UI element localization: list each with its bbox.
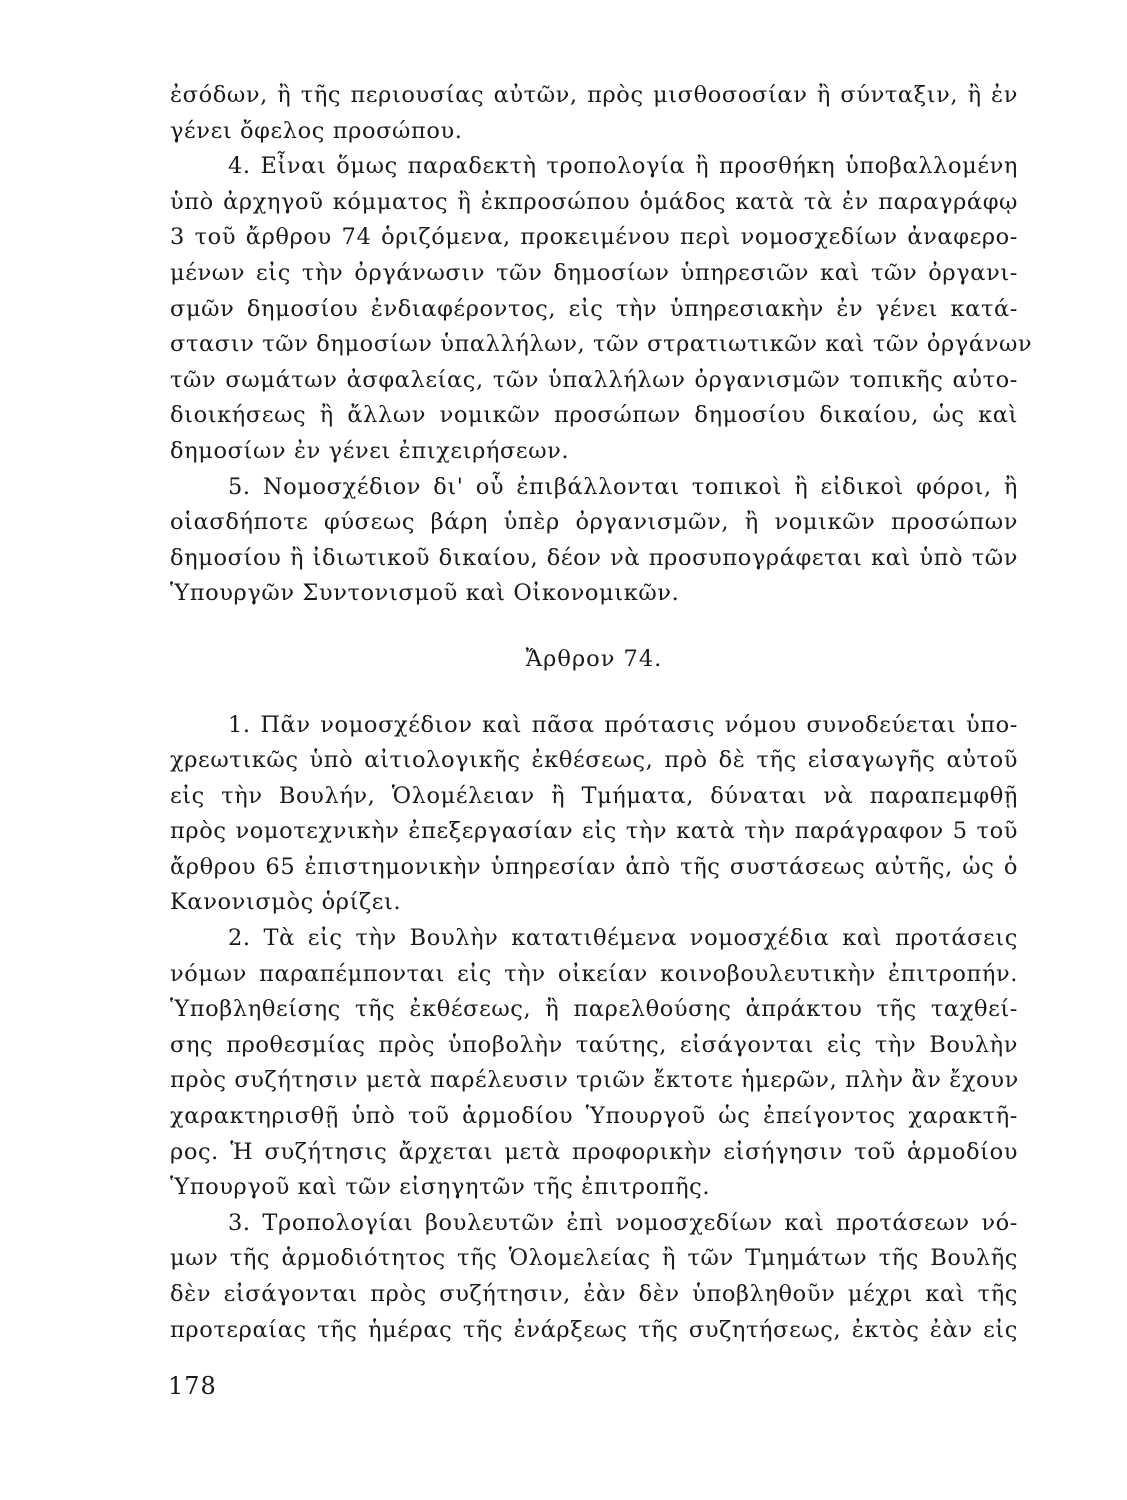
text-line: 3 τοῦ ἄρθρου 74 ὁριζόμενα, προκειμένου περὶ νομοσχεδίων ἀναφερο- [170, 224, 1018, 251]
text-line: χρεωτικῶς ὑπὸ αἰτιολογικῆς ἐκθέσεως, πρὸ δὲ τῆς εἰσαγωγῆς αὐτοῦ [170, 747, 1018, 774]
text-line: σμῶν δημοσίου ἐνδιαφέροντος, εἰς τὴν ὑπηρεσιακὴν ἐν γένει κατά- [170, 295, 1018, 322]
text-line: στασιν τῶν δημοσίων ὑπαλλήλων, τῶν στρατιωτικῶν καὶ τῶν ὀργάνων [170, 331, 1033, 358]
text-line: εἰς τὴν Βουλήν, Ὁλομέλειαν ἢ Τμήματα, δύναται νὰ παραπεμφθῇ [170, 782, 1018, 809]
text-line: οἱασδήποτε φύσεως βάρη ὑπὲρ ὀργανισμῶν, ἢ νομικῶν προσώπων [170, 509, 1018, 536]
text-line: 3. Τροπολογίαι βουλευτῶν ἐπὶ νομοσχεδίων καὶ προτάσεων νό- [228, 1209, 1018, 1236]
text-block-article-74 [170, 708, 1019, 1349]
text-line: προτεραίας τῆς ἡμέρας τῆς ἐνάρξεως τῆς συζητήσεως, ἐκτὸς ἐὰν εἰς [170, 1316, 1018, 1343]
text-line: χαρακτηρισθῇ ὑπὸ τοῦ ἁρμοδίου Ὑπουργοῦ ὡς ἐπείγοντος χαρακτῆ- [170, 1103, 1018, 1130]
text-line: δὲν εἰσάγονται πρὸς συζήτησιν, ἐὰν δὲν ὑποβληθοῦν μέχρι καὶ τῆς [170, 1281, 1018, 1307]
text-line: Ὑπουργοῦ καὶ τῶν εἰσηγητῶν τῆς ἐπιτροπῆς. [170, 1174, 711, 1201]
text-line: 2. Τὰ εἰς τὴν Βουλὴν κατατιθέμενα νομοσχέδια καὶ προτάσεις [228, 925, 1018, 952]
text-line: δημοσίων ἐν γένει ἐπιχειρήσεων. [170, 437, 570, 464]
text-line: σης προθεσμίας πρὸς ὑποβολὴν ταύτης, εἰσάγονται εἰς τὴν Βουλὴν [170, 1031, 1018, 1058]
text-line: μων τῆς ἁρμοδιότητος τῆς Ὁλομελείας ἢ τῶν Τμημάτων τῆς Βουλῆς [170, 1245, 1018, 1272]
article-heading: Ἄρθρον 74. [525, 645, 663, 672]
text-line: Ὑποβληθείσης τῆς ἐκθέσεως, ἢ παρελθούσης ἀπράκτου τῆς ταχθεί- [170, 996, 1018, 1023]
text-line: ρος. Ἡ συζήτησις ἄρχεται μετὰ προφορικὴν εἰσήγησιν τοῦ ἁρμοδίου [170, 1138, 1018, 1165]
text-line: ἐσόδων, ἢ τῆς περιουσίας αὐτῶν, πρὸς μισθοσοσίαν ἢ σύνταξιν, ἢ ἐν [170, 82, 1018, 108]
text-block-continuation [170, 78, 1033, 612]
text-line: 4. Εἶναι ὅμως παραδεκτὴ τροπολογία ἢ προσθήκη ὑποβαλλομένη [228, 153, 1018, 180]
text-line: διοικήσεως ἢ ἄλλων νομικῶν προσώπων δημοσίου δικαίου, ὡς καὶ [170, 402, 1018, 429]
text-line: γένει ὄφελος προσώπου. [170, 117, 463, 144]
text-line: ἄρθρου 65 ἐπιστημονικὴν ὑπηρεσίαν ἀπὸ τῆς συστάσεως αὐτῆς, ὡς ὁ [170, 853, 1018, 880]
text-line: 1. Πᾶν νομοσχέδιον καὶ πᾶσα πρότασις νόμου συνοδεύεται ὑπο- [228, 711, 1018, 738]
text-line: πρὸς συζήτησιν μετὰ παρέλευσιν τριῶν ἔκτοτε ἡμερῶν, πλὴν ἂν ἔχουν [170, 1067, 1019, 1094]
text-line: Ὑπουργῶν Συντονισμοῦ καὶ Οἰκονομικῶν. [170, 580, 680, 607]
text-line: 5. Νομοσχέδιον δι' οὗ ἐπιβάλλονται τοπικοὶ ἢ εἰδικοὶ φόροι, ἢ [228, 473, 1018, 500]
text-line: Κανονισμὸς ὁρίζει. [170, 889, 402, 916]
text-line: μένων εἰς τὴν ὀργάνωσιν τῶν δημοσίων ὑπηρεσιῶν καὶ τῶν ὀργανι- [170, 259, 1018, 286]
page-number: 178 [168, 1372, 217, 1400]
text-line: πρὸς νομοτεχνικὴν ἐπεξεργασίαν εἰς τὴν κατὰ τὴν παράγραφον 5 τοῦ [170, 818, 1018, 845]
text-line: τῶν σωμάτων ἀσφαλείας, τῶν ὑπαλλήλων ὀργανισμῶν τοπικῆς αὐτο- [170, 366, 1018, 393]
text-line: νόμων παραπέμπονται εἰς τὴν οἰκείαν κοινοβουλευτικὴν ἐπιτροπήν. [170, 960, 1018, 987]
text-line: ὑπὸ ἀρχηγοῦ κόμματος ἢ ἐκπροσώπου ὁμάδος κατὰ τὰ ἐν παραγράφῳ [170, 188, 1018, 215]
text-line: δημοσίου ἢ ἰδιωτικοῦ δικαίου, δέον νὰ προσυπογράφεται καὶ ὑπὸ τῶν [170, 544, 1018, 571]
